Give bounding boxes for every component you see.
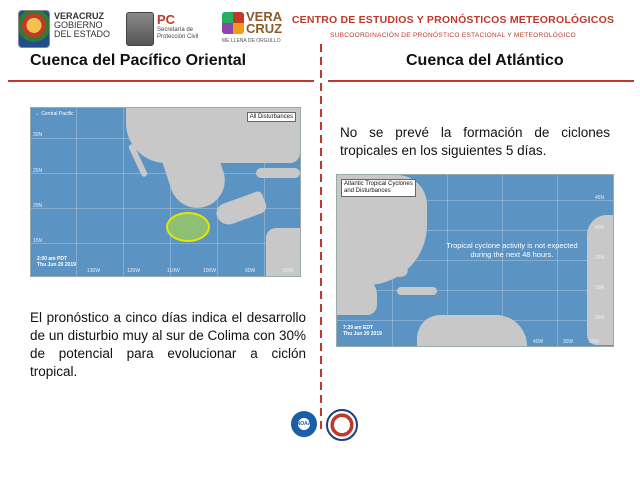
atlantic-header-rule <box>328 80 634 82</box>
all-disturbances-legend: All Disturbances <box>247 112 296 122</box>
mexico-landmass <box>337 275 377 315</box>
atlantic-section-title: Cuenca del Atlántico <box>406 52 564 69</box>
lon-label: 100W <box>203 268 217 274</box>
atlantic-legend <box>341 179 416 197</box>
noaa-logo-icon <box>291 411 317 437</box>
lat-label: 30N <box>595 285 605 291</box>
disturbance-area-marker <box>166 212 210 242</box>
atlantic-legend-line1: Atlantic Tropical Cyclones <box>344 181 413 187</box>
atlantic-map-time <box>343 325 382 337</box>
lon-label: 90W <box>245 268 256 274</box>
pacific-time-line1: 2:00 am PDT <box>37 256 68 262</box>
national-weather-service-logo-icon <box>326 409 358 441</box>
lat-label: 25N <box>595 315 605 321</box>
veracruz-brand-text <box>246 11 282 35</box>
gov-name-line2: GOBIERNO <box>54 20 103 30</box>
lon-label: 120W <box>127 268 141 274</box>
lat-label: 15N <box>33 238 43 244</box>
region-label: ← Central Pacific <box>35 111 74 117</box>
lon-label: 30W <box>563 339 574 345</box>
gov-name-line1: VERACRUZ <box>54 11 105 21</box>
europe-africa-landmass <box>587 215 613 345</box>
lat-label: 25N <box>33 168 43 174</box>
column-divider <box>320 44 322 434</box>
lat-label: 30N <box>33 132 43 138</box>
caribbean-islands-landmass <box>397 287 437 295</box>
veracruz-brand-icon <box>222 12 244 34</box>
veracruz-seal-icon <box>18 10 50 48</box>
south-america-landmass <box>417 315 527 346</box>
lat-label: 35N <box>595 255 605 261</box>
pacific-outlook-map <box>30 107 301 277</box>
gov-logo-text <box>54 12 110 39</box>
atlantic-time-line1: 7:29 am EDT <box>343 325 374 331</box>
lat-label: 45N <box>595 195 605 201</box>
atlantic-forecast-text: No se prevé la formación de ciclones tropicales en los siguientes 5 días. <box>340 125 610 158</box>
vc-title-line2: CRUZ <box>246 21 283 36</box>
pacific-forecast-text: El pronóstico a cinco días indica el desarrollo de un disturbio muy al sur de Colima con 30% de potencial para evolucionar a ciclón tropical. <box>30 310 306 379</box>
cuba-landmass <box>256 168 300 178</box>
vc-title-line1: VERA <box>246 9 283 24</box>
lon-label: 80W <box>283 268 294 274</box>
no-activity-line1: Tropical cyclone activity is not expected <box>446 241 578 250</box>
pacific-section-title: Cuenca del Pacífico Oriental <box>30 52 247 69</box>
lon-label: 40W <box>533 339 544 345</box>
pacific-header-rule <box>8 80 314 82</box>
no-activity-line2: during the next 48 hours. <box>470 250 554 259</box>
lon-label: 110W <box>167 268 180 274</box>
pc-subtitle: Secretaría de Protección Civil <box>157 27 199 40</box>
pacific-time-line2: Thu Jun 20 2019 <box>37 262 76 268</box>
region-label-text: Central Pacific <box>41 111 74 117</box>
atlantic-outlook-map <box>336 174 614 347</box>
central-america-landmass <box>214 190 269 228</box>
lon-label: 130W <box>87 268 101 274</box>
lon-label: 20W <box>589 339 600 345</box>
page-subtitle: SUBCOORDINACIÓN DE PRONÓSTICO ESTACIONAL Y METEOROLÓGICO <box>330 32 576 39</box>
pc-title: PC <box>157 12 176 27</box>
atlantic-time-line2: Thu Jun 20 2019 <box>343 331 382 337</box>
noaa-logo-label: NOAA <box>296 421 312 427</box>
lat-label: 20N <box>33 203 43 209</box>
atlantic-legend-line2: and Disturbances <box>344 188 391 194</box>
gov-name-line3: DEL ESTADO <box>54 29 111 39</box>
veracruz-slogan: ME LLENA DE ORGULLO <box>222 38 281 44</box>
no-activity-message <box>427 241 597 259</box>
proteccion-civil-seal-icon <box>126 12 154 46</box>
pacific-map-time <box>37 256 76 268</box>
page-title: CENTRO DE ESTUDIOS Y PRONÓSTICOS METEOROLÓGICOS <box>291 14 615 26</box>
lat-label: 40N <box>595 225 605 231</box>
